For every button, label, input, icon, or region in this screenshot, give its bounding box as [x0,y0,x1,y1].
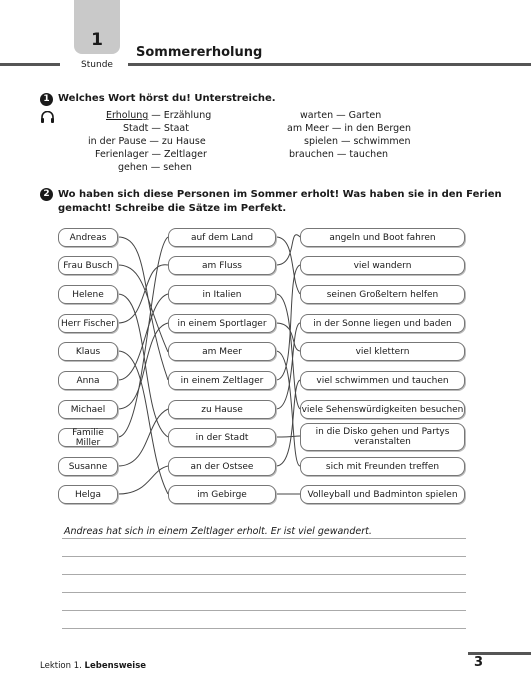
dash-separator: — [151,149,161,160]
word-option-b[interactable]: in den Bergen [344,123,411,134]
task2-number-badge: 2 [40,188,53,201]
writing-line [62,538,466,539]
place-box[interactable]: am Fluss [168,256,276,275]
place-box[interactable]: in Italien [168,285,276,304]
place-box[interactable]: zu Hause [168,400,276,419]
writing-line[interactable] [62,610,466,611]
word-option-a[interactable]: Stadt [123,123,149,134]
person-box[interactable]: Klaus [58,342,118,361]
writing-line[interactable] [62,556,466,557]
task1-number-badge: 1 [40,93,53,106]
person-box[interactable]: Frau Busch [58,256,118,275]
word-option-a[interactable]: Erholung [106,110,149,121]
person-box[interactable]: Andreas [58,228,118,247]
activity-box[interactable]: viel schwimmen und tauchen [300,371,465,390]
writing-line[interactable] [62,574,466,575]
word-option-b[interactable]: schwimmen [353,136,411,147]
place-box[interactable]: am Meer [168,342,276,361]
lesson-number: 1 [91,30,103,50]
task1-instruction: Welches Wort hörst du! Unterstreiche. [58,93,276,104]
page-title: Sommererholung [136,45,263,60]
word-option-a[interactable]: brauchen [289,149,334,160]
person-box[interactable]: Helene [58,285,118,304]
dash-separator: — [150,162,161,173]
word-option-b[interactable]: Staat [163,123,189,134]
activity-box[interactable]: viel wandern [300,256,465,275]
place-box[interactable]: auf dem Land [168,228,276,247]
task2-instruction-line2: gemacht! Schreibe die Sätze im Perfekt. [58,203,287,214]
person-box[interactable]: Susanne [58,457,118,476]
dash-separator: — [340,136,351,147]
footer-lesson-name: Lebensweise [84,661,147,671]
word-option-b[interactable]: tauchen [349,149,389,160]
dash-separator: — [331,123,342,134]
place-box[interactable]: in einem Zeltlager [168,371,276,390]
activity-box[interactable]: seinen Großeltern helfen [300,285,465,304]
activity-box[interactable]: viel klettern [300,342,465,361]
person-box[interactable]: Herr Fischer [58,314,118,333]
dash-separator: — [151,123,161,134]
person-box[interactable]: Michael [58,400,118,419]
word-option-a[interactable]: gehen [118,162,148,173]
activity-box[interactable]: in der Sonne liegen und baden [300,314,465,333]
dash-separator: — [151,110,161,121]
word-option-b[interactable]: Zeltlager [163,149,207,160]
activity-box[interactable]: sich mit Freunden treffen [300,457,465,476]
example-answer: Andreas hat sich in einem Zeltlager erholt. Er ist viel gewandert. [64,526,372,537]
word-option-a[interactable]: spielen [304,136,338,147]
dash-separator: — [336,110,346,121]
dash-separator: — [336,149,347,160]
writing-line[interactable] [62,592,466,593]
page-number: 3 [474,655,484,670]
word-option-a[interactable]: warten [300,110,334,121]
place-box[interactable]: an der Ostsee [168,457,276,476]
word-option-b[interactable]: Erzählung [163,110,212,121]
word-option-a[interactable]: am Meer [287,123,329,134]
dash-separator: — [149,136,159,147]
activity-box[interactable]: angeln und Boot fahren [300,228,465,247]
writing-line[interactable] [62,628,466,629]
activity-box[interactable]: Volleyball und Badminton spielen [300,485,465,504]
stunde-label: Stunde [81,60,113,70]
person-box[interactable]: Anna [58,371,118,390]
footer-lesson-prefix: Lektion 1. [40,661,82,671]
word-option-b[interactable]: zu Hause [161,136,206,147]
footer-lesson [40,661,146,671]
activity-box[interactable]: viele Sehenswürdigkeiten besuchen [300,400,465,419]
person-box[interactable]: Helga [58,485,118,504]
word-option-b[interactable]: Garten [348,110,382,121]
word-option-a[interactable]: Ferienlager [95,149,149,160]
task2-instruction-line1: Wo haben sich diese Personen im Sommer erholt! Was haben sie in den Ferien [58,189,502,200]
word-option-a[interactable]: in der Pause [88,136,147,147]
person-box[interactable]: Familie Miller [58,428,118,447]
place-box[interactable]: in der Stadt [168,428,276,447]
place-box[interactable]: im Gebirge [168,485,276,504]
word-option-b[interactable]: sehen [163,162,192,173]
place-box[interactable]: in einem Sportlager [168,314,276,333]
activity-box[interactable]: in die Disko gehen und Partys veranstalten [300,423,465,451]
